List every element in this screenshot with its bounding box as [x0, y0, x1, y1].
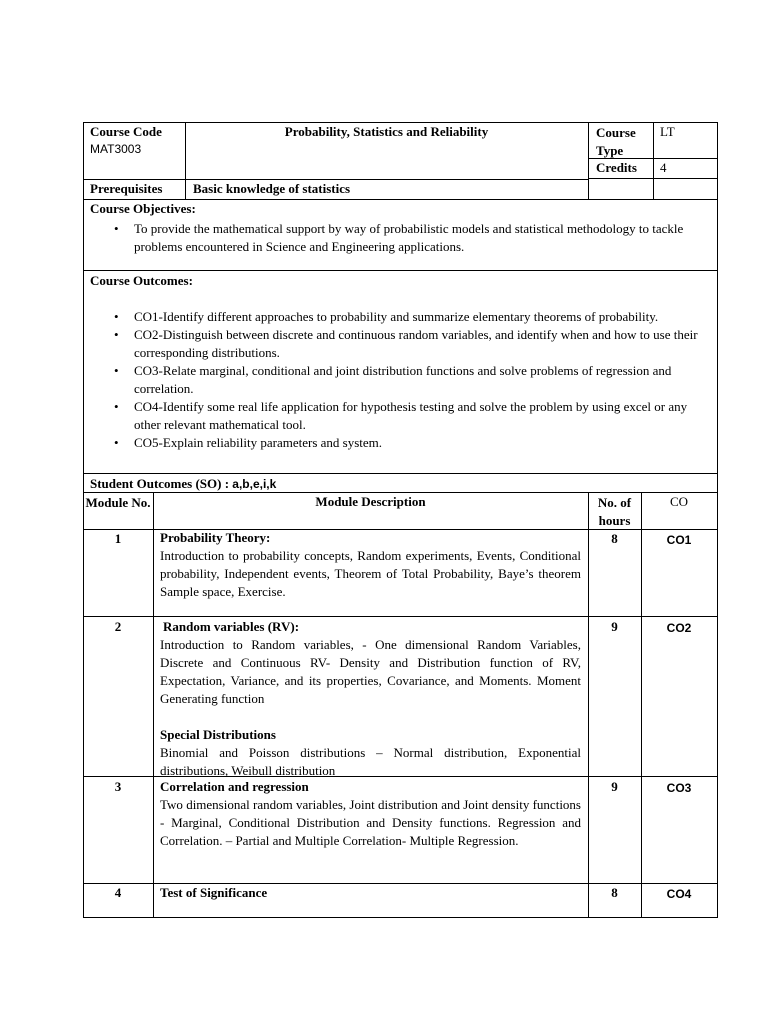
- col-header-description: Module Description: [315, 494, 426, 509]
- module-title: Test of Significance: [160, 885, 268, 900]
- outcome-item-co1: • CO1-Identify different approaches to probability and summarize elementary theorems of probability.: [90, 308, 710, 326]
- module-description: [160, 884, 581, 902]
- prerequisites-value: Basic knowledge of statistics: [193, 181, 351, 196]
- module-subtext: Binomial and Poisson distributions – Normal distribution, Exponential distributions, Weibull distribution: [160, 745, 581, 778]
- outcomes-list: [90, 308, 710, 452]
- module-number: 1: [114, 531, 122, 546]
- module-text: Two dimensional random variables, Joint distribution and Joint density functions - Marginal, Conditional Distribution and Density functions. Regression and Correlation. – Partial and Multiple Correlation- Multiple Regression.: [160, 797, 581, 848]
- module-number: 3: [114, 779, 122, 794]
- module-hours: 8: [611, 885, 618, 900]
- outcomes-heading: Course Outcomes:: [90, 273, 193, 288]
- col-header-co: CO: [669, 494, 689, 509]
- student-outcomes-label: Student Outcomes (SO) :: [90, 476, 233, 491]
- module-number: 2: [114, 619, 122, 634]
- module-description: [160, 778, 581, 850]
- module-title: Random variables (RV):: [163, 619, 300, 634]
- credits-label: Credits: [596, 160, 637, 175]
- col-header-module: Module No.: [85, 495, 151, 510]
- outcome-item-co2: • CO2-Distinguish between discrete and continuous random variables, and identify when and how to use their corresponding distributions.: [90, 326, 710, 362]
- course-type-label: Course Type: [596, 125, 636, 158]
- objectives-heading: Course Objectives:: [90, 201, 196, 216]
- module-hours: 9: [611, 779, 618, 794]
- course-title: Probability, Statistics and Reliability: [284, 124, 489, 139]
- module-hours: 9: [611, 619, 618, 634]
- module-description: [160, 618, 581, 780]
- module-text: Introduction to probability concepts, Random experiments, Events, Conditional probability, Independent events, Theorem of Total Probability, Baye’s theorem Sample space, Exercise.: [160, 548, 581, 599]
- outcome-item-co3: • CO3-Relate marginal, conditional and joint distribution functions and solve problems of regression and correlation.: [90, 362, 710, 398]
- student-outcomes-value: a,b,e,i,k: [232, 477, 277, 491]
- course-type: LT: [660, 124, 675, 139]
- module-co: CO4: [666, 887, 692, 901]
- objective-item: • To provide the mathematical support by way of probabilistic models and statistical methodology to tackle problems encountered in Science and Engineering applications.: [90, 220, 710, 256]
- module-text: Introduction to Random variables, - One dimensional Random Variables, Discrete and Continuous RV- Density and Distribution function of RV, Expectation, Variance, and its properties, Covariance, and Moments. Moment Generating function: [160, 637, 581, 706]
- module-co: CO1: [666, 533, 692, 547]
- credits-value: 4: [660, 160, 667, 175]
- outcome-item-co5: • CO5-Explain reliability parameters and system.: [90, 434, 710, 452]
- course-code-label: Course Code: [90, 124, 162, 139]
- course-code: MAT3003: [90, 142, 142, 156]
- col-header-hours: No. of hours: [597, 495, 632, 528]
- module-number: 4: [114, 885, 122, 900]
- module-subtitle: Special Distributions: [160, 727, 276, 742]
- objectives-list: [90, 220, 710, 256]
- module-hours: 8: [611, 531, 618, 546]
- module-description: [160, 529, 581, 601]
- module-co: CO2: [666, 621, 692, 635]
- outcome-item-co4: • CO4-Identify some real life application for hypothesis testing and solve the problem by using excel or any other relevant mathematical tool.: [90, 398, 710, 434]
- module-title: Correlation and regression: [160, 779, 309, 794]
- student-outcomes: [90, 476, 276, 492]
- prerequisites-label: Prerequisites: [90, 181, 163, 196]
- module-title: Probability Theory:: [160, 530, 271, 545]
- module-co: CO3: [666, 781, 692, 795]
